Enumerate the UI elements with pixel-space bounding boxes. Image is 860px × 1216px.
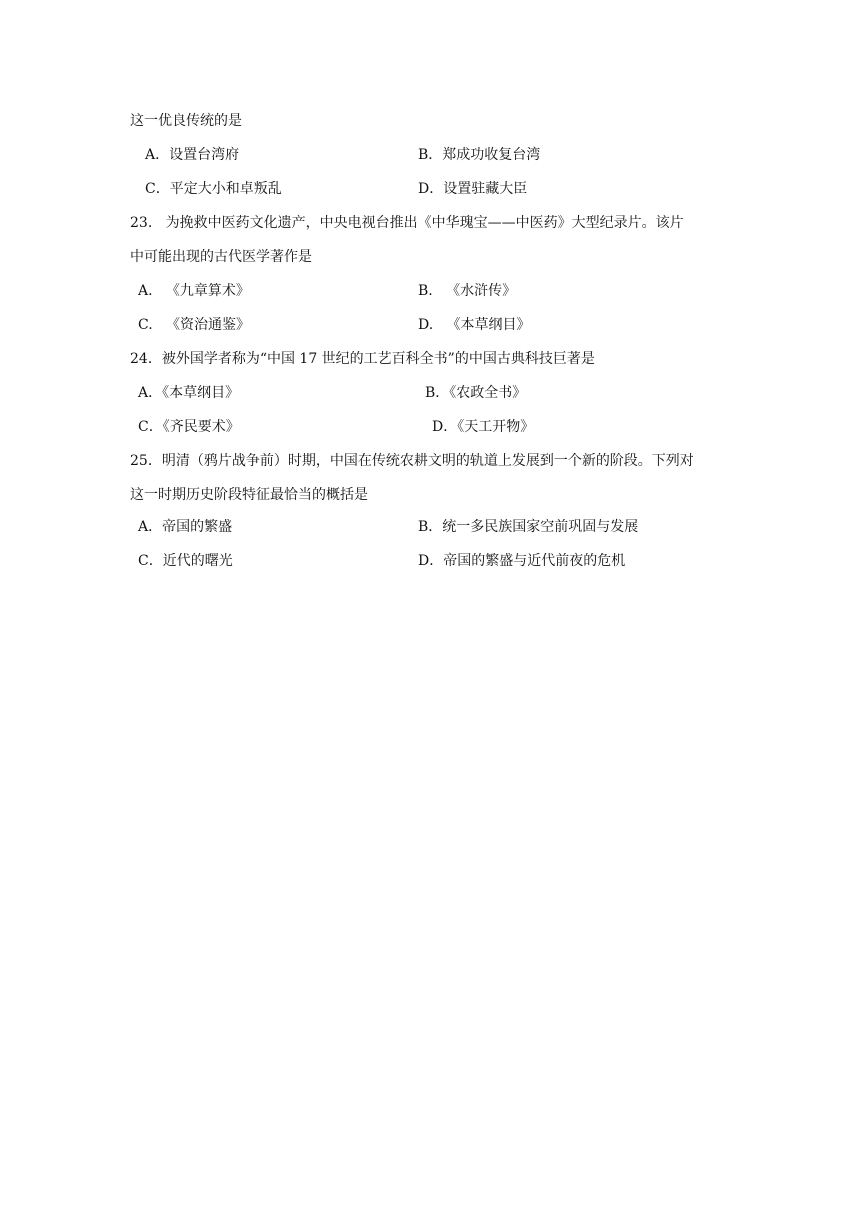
q25-option-c: C．近代的曙光: [138, 553, 233, 569]
q23-option-a: A. 《九章算术》: [138, 283, 250, 299]
option-a: A．设置台湾府: [145, 147, 240, 163]
question-stem-tail: 这一优良传统的是: [130, 113, 242, 129]
q24-option-a: A．《本草纲目》: [138, 385, 240, 401]
q24-option-b: B．《农政全书》: [425, 385, 527, 401]
q25-option-d: D．帝国的繁盛与近代前夜的危机: [418, 553, 626, 569]
option-c: C．平定大小和卓叛乱: [145, 181, 282, 197]
q24-option-d: D．《天工开物》: [432, 419, 535, 435]
question-25-stem-line1: 25．明清（鸦片战争前）时期，中国在传统农耕文明的轨道上发展到一个新的阶段。下列对: [130, 453, 694, 469]
q23-option-d: D. 《本草纲目》: [418, 317, 531, 333]
question-25-stem-line2: 这一时期历史阶段特征最恰当的概括是: [130, 487, 368, 503]
q23-option-c: C. 《资治通鉴》: [138, 317, 251, 333]
option-b: B．郑成功收复台湾: [418, 147, 541, 163]
q25-option-b: B．统一多民族国家空前巩固与发展: [418, 519, 639, 535]
q23-option-b: B. 《水浒传》: [418, 283, 517, 299]
q25-option-a: A．帝国的繁盛: [138, 519, 233, 535]
question-23-stem-line1: 23. 为挽救中医药文化遗产，中央电视台推出《中华瑰宝——中医药》大型纪录片。该片: [130, 215, 684, 231]
question-24-stem: 24．被外国学者称为“中国 17 世纪的工艺百科全书”的中国古典科技巨著是: [130, 351, 595, 367]
question-23-stem-line2: 中可能出现的古代医学著作是: [130, 249, 312, 265]
option-d: D．设置驻藏大臣: [418, 181, 528, 197]
q24-option-c: C．《齐民要术》: [138, 419, 240, 435]
